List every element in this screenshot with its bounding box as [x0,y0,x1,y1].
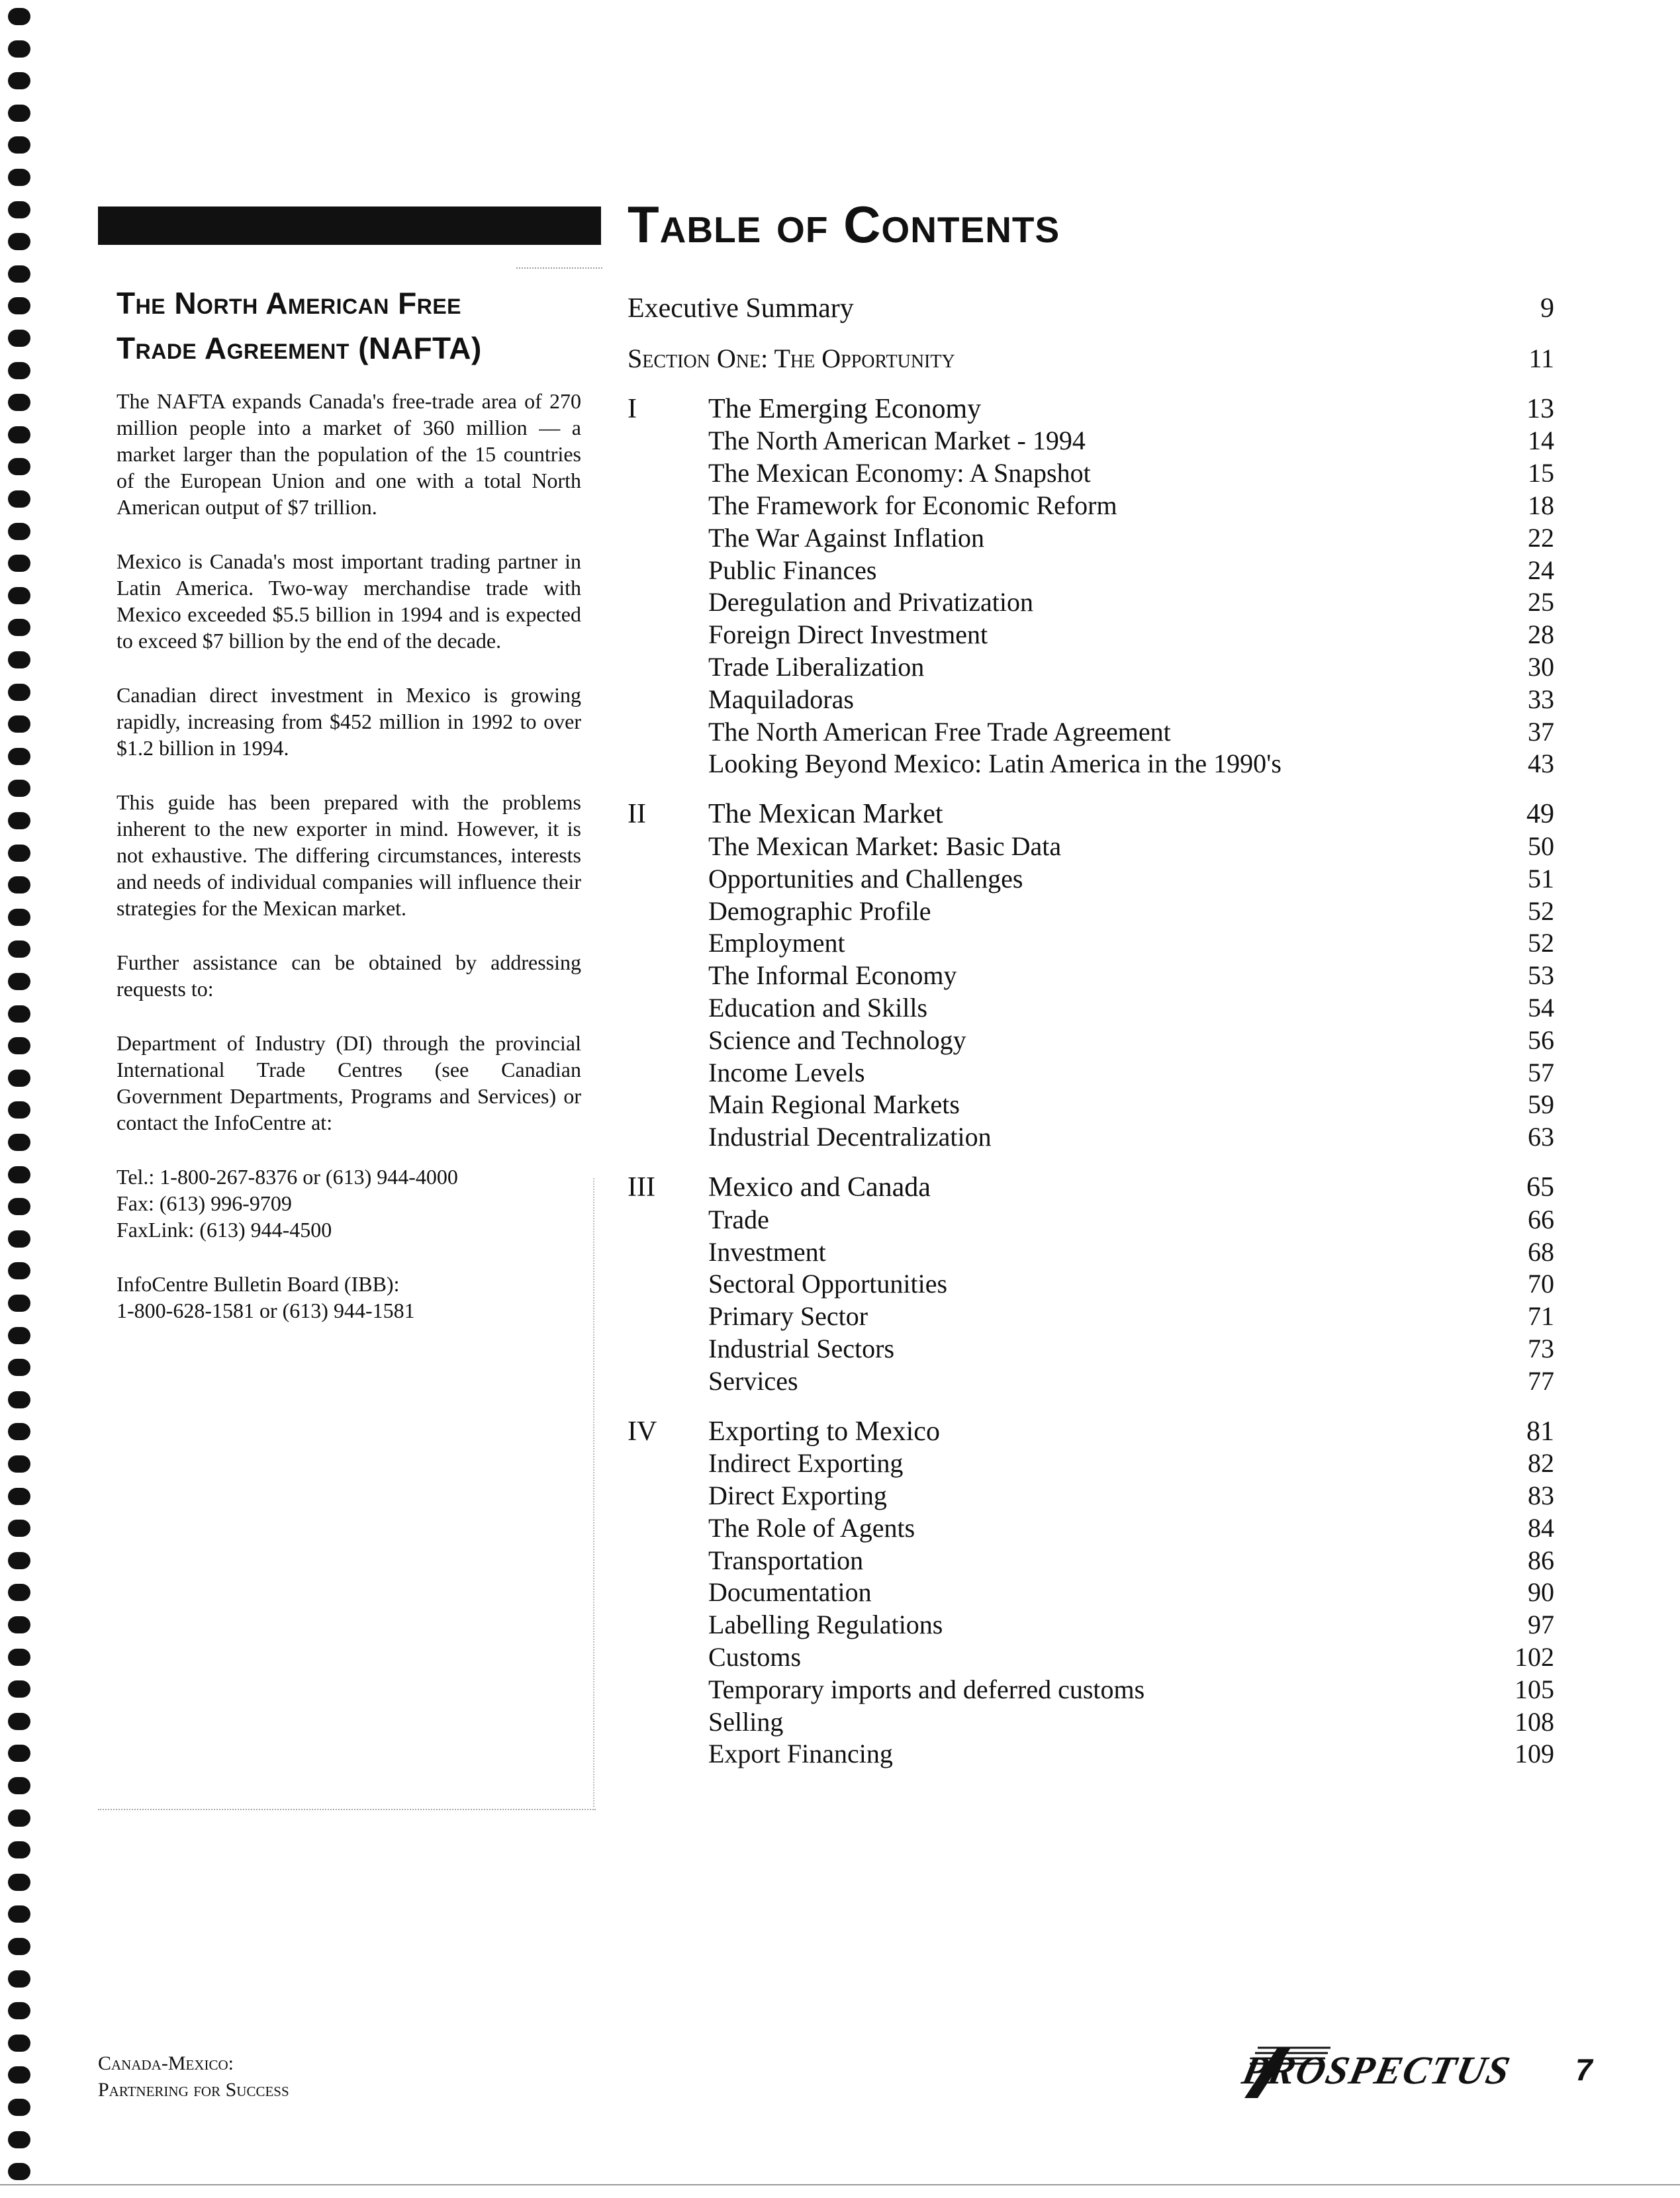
toc-entry-label: Export Financing [708,1739,893,1769]
toc-entry-page: 14 [1528,426,1554,456]
toc-entry-page: 65 [1526,1171,1554,1203]
toc-entry-label: Maquiladoras [708,684,854,714]
binding-hole [8,523,30,540]
toc-entry[interactable] [628,1089,1554,1121]
toc-entry-page: 109 [1515,1739,1554,1769]
toc-entry-label: The North American Market - 1994 [708,426,1086,456]
toc-chapter-numeral: I [628,393,637,424]
binding-hole [8,1970,30,1988]
toc-entry-page: 49 [1526,799,1554,830]
binding-hole [8,1101,30,1119]
binding-hole [8,394,30,411]
toc-entry-page: 71 [1528,1301,1554,1332]
toc-entry-label: Looking Beyond Mexico: Latin America in the 1990's [708,749,1282,779]
binding-hole [8,1809,30,1827]
toc-entry[interactable] [628,1577,1554,1609]
contact-fax: Fax: (613) 996-9709 [117,1191,292,1215]
toc-entry-label: Industrial Sectors [708,1333,895,1363]
binding-hole [8,1134,30,1151]
binding-hole [8,72,30,89]
toc-entry-label: Foreign Direct Investment [708,619,988,650]
binding-hole [8,265,30,283]
binding-hole [8,1262,30,1279]
contact-faxlink: FaxLink: (613) 944-4500 [117,1218,332,1242]
toc-entry[interactable] [628,1447,1554,1480]
toc-entry-label: Customs [708,1642,802,1672]
binding-hole [8,1745,30,1762]
toc-entry[interactable] [628,522,1554,555]
contact-ibb-label: InfoCentre Bulletin Board (IBB): [117,1272,400,1296]
binding-hole [8,8,30,25]
toc-entry-page: 77 [1528,1365,1554,1396]
binding-hole [8,1874,30,1891]
logo-text: PROSPECTUS [1238,2048,1515,2092]
binding-hole [8,1166,30,1183]
toc-entry-page: 66 [1528,1204,1554,1234]
binding-hole [8,1520,30,1537]
toc-entry-page: 82 [1528,1448,1554,1479]
toc-entry[interactable] [628,1365,1554,1398]
binding-hole [8,1905,30,1923]
toc-entry-label: Deregulation and Privatization [708,587,1033,618]
toc-entry-label: Employment [708,928,845,958]
toc-entry-page: 11 [1528,343,1554,373]
sidebar-title-line: Trade Agreement (NAFTA) [117,331,482,365]
binding-hole [8,651,30,668]
toc-entry[interactable] [628,863,1554,895]
binding-hole [8,2131,30,2148]
binding-hole [8,2002,30,2019]
toc-entry[interactable] [628,1738,1554,1770]
toc-entry-page: 54 [1528,992,1554,1023]
toc-entry-label: Trade [708,1204,769,1234]
toc-entry-page: 18 [1528,490,1554,520]
toc-entry-label: Transportation [708,1545,864,1575]
toc-entry-page: 33 [1528,684,1554,714]
sidebar-paragraph: The NAFTA expands Canada's free-trade area of 270 million people into a market of 360 million — a market larger than the population of the 15 countries of the European Union and one with a total North American output of $7 trillion. [117,389,581,519]
divider [516,267,602,269]
toc-entry[interactable] [628,1512,1554,1545]
binding-hole [8,1552,30,1569]
toc-chapter-numeral: IV [628,1416,657,1447]
toc-entry-page: 105 [1515,1674,1554,1704]
binding-hole [8,1230,30,1248]
binding-hole [8,2163,30,2180]
toc-entry-page: 15 [1528,458,1554,488]
toc-entry-page: 102 [1515,1642,1554,1672]
toc-entry-label: Services [708,1365,798,1396]
toc-entry-label: Indirect Exporting [708,1448,904,1479]
binding-hole [8,201,30,218]
toc-entry[interactable] [628,1236,1554,1269]
toc-entry-page: 84 [1528,1512,1554,1543]
binding-hole [8,684,30,701]
toc-entry-page: 59 [1528,1089,1554,1120]
sidebar-paragraph: This guide has been prepared with the problems inherent to the new exporter in mind. However, it is not exhaustive. The differing circumstances, interests and needs of individual companies will influence their strategies for the Mexican market. [117,790,581,920]
toc-entry[interactable] [628,1706,1554,1739]
binding-hole [8,1455,30,1473]
toc-entry-page: 83 [1528,1481,1554,1511]
toc-entry-page: 53 [1528,960,1554,991]
binding-hole [8,458,30,475]
toc-entry[interactable] [628,457,1554,490]
sidebar-paragraph: Canadian direct investment in Mexico is growing rapidly, increasing from $452 million in 1992 to over $1.2 billion in 1994. [117,683,581,760]
binding-hole [8,490,30,508]
binding-hole [8,105,30,122]
toc-chapter-title: The Mexican Market [708,799,943,830]
toc-entry-label: The Informal Economy [708,960,957,991]
toc-entry-page: 86 [1528,1545,1554,1575]
toc-entry[interactable] [628,960,1554,992]
toc-entry[interactable] [628,748,1554,780]
toc-entry-page: 73 [1528,1333,1554,1363]
toc-entry-label: Selling [708,1706,784,1737]
toc-entry-page: 90 [1528,1577,1554,1608]
binding-hole [8,1423,30,1440]
binding-hole [8,619,30,636]
toc-entry[interactable] [628,425,1554,457]
toc-entry-label: Direct Exporting [708,1481,887,1511]
toc-entry-label: Sectoral Opportunities [708,1269,948,1299]
binding-hole [8,1005,30,1023]
binding-hole [8,297,30,314]
page-edge-line [0,2184,1680,2185]
toc-entry-label: Trade Liberalization [708,651,925,682]
binding-hole [8,1841,30,1858]
binding-hole [8,973,30,990]
toc-entry-label: Demographic Profile [708,895,931,926]
binding-hole [8,587,30,604]
toc-entry-label: The Mexican Market: Basic Data [708,831,1062,861]
toc-entry-label: Labelling Regulations [708,1610,943,1640]
binding-hole [8,1713,30,1730]
table-of-contents [628,293,1554,1770]
binding-hole [8,2099,30,2116]
binding-hole [8,1327,30,1344]
toc-entry-page: 51 [1528,863,1554,893]
toc-chapter-title: Mexico and Canada [708,1171,931,1203]
toc-entry-page: 68 [1528,1236,1554,1267]
page-number: 7 [1575,2052,1593,2087]
toc-chapter-heading[interactable] [628,1171,1554,1204]
toc-entry[interactable] [628,716,1554,749]
toc-entry[interactable] [628,1025,1554,1057]
binding-hole [8,136,30,154]
footer-line: Partnering for Success [98,2079,289,2101]
binding-hole [8,1777,30,1794]
toc-chapter-title: The Emerging Economy [708,393,982,424]
toc-entry-page: 22 [1528,522,1554,553]
toc-entry[interactable] [628,895,1554,928]
toc-entry-page: 37 [1528,716,1554,747]
toc-entry[interactable] [628,1301,1554,1333]
binding-hole [8,233,30,250]
toc-entry-label: Main Regional Markets [708,1089,960,1120]
toc-chapter-numeral: II [628,799,646,830]
binding-hole [8,1391,30,1408]
toc-entry[interactable] [628,992,1554,1025]
toc-entry-page: 9 [1540,293,1554,324]
toc-entry-label: Public Finances [708,555,877,585]
spiral-binding [8,0,30,2198]
toc-entry-page: 43 [1528,749,1554,779]
toc-entry[interactable] [628,1121,1554,1154]
toc-entry-label: The Role of Agents [708,1512,915,1543]
binding-hole [8,555,30,572]
contact-ibb-numbers: 1-800-628-1581 or (613) 944-1581 [117,1299,415,1322]
toc-entry-page: 57 [1528,1057,1554,1087]
toc-chapters [628,393,1554,1771]
toc-entry[interactable] [628,1204,1554,1236]
binding-hole [8,40,30,58]
binding-hole [8,1938,30,1955]
binding-hole [8,1070,30,1087]
binding-hole [8,715,30,733]
toc-entry[interactable] [628,586,1554,619]
toc-entry[interactable] [628,1268,1554,1301]
sidebar-paragraph: Department of Industry (DI) through the provincial International Trade Centres (see Canadian Government Departments, Programs and Services) or contact the InfoCentre at: [117,1031,581,1134]
toc-entry[interactable] [628,1609,1554,1641]
toc-entry[interactable] [628,619,1554,651]
toc-entry-page: 52 [1528,895,1554,926]
toc-entry-page: 108 [1515,1706,1554,1737]
toc-entry-label: Opportunities and Challenges [708,863,1023,893]
toc-entry-label: The Framework for Economic Reform [708,490,1117,520]
toc-entry-page: 81 [1526,1416,1554,1447]
binding-hole [8,1295,30,1312]
binding-hole [8,330,30,347]
toc-entry-page: 63 [1528,1122,1554,1152]
toc-entry[interactable] [628,490,1554,522]
toc-entry-page: 70 [1528,1269,1554,1299]
toc-chapter-title: Exporting to Mexico [708,1416,940,1447]
footer-publication-title [98,2050,289,2103]
toc-entry-label: Education and Skills [708,992,928,1023]
binding-hole [8,1680,30,1698]
toc-entry-label: The North American Free Trade Agreement [708,716,1171,747]
toc-entry-label: Industrial Decentralization [708,1122,992,1152]
binding-hole [8,876,30,893]
sidebar-header-bar [98,206,601,245]
toc-entry-page: 28 [1528,619,1554,650]
toc-entry-page: 52 [1528,928,1554,958]
toc-entry[interactable] [628,651,1554,684]
toc-entry[interactable] [628,1333,1554,1365]
sidebar-paragraph: Mexico is Canada's most important trading partner in Latin America. Two-way merchandise trade with Mexico exceeded $5.5 billion in 1994 and is expected to exceed $7 billion by the end of the decade. [117,549,581,653]
toc-entry-executive-summary[interactable] [628,293,1554,325]
page-title: Table of Contents [628,195,1060,253]
sidebar-title-line: The North American Free [117,286,462,320]
binding-hole [8,1198,30,1215]
binding-hole [8,2066,30,2084]
binding-hole [8,169,30,186]
toc-entry[interactable] [628,555,1554,587]
sidebar-paragraph: Further assistance can be obtained by addressing requests to: [117,950,581,1001]
toc-chapter-numeral: III [628,1171,655,1203]
toc-entry-label: The War Against Inflation [708,522,985,553]
footer-line: Canada-Mexico: [98,2052,234,2074]
toc-entry[interactable] [628,1674,1554,1706]
toc-entry-page: 56 [1528,1025,1554,1055]
toc-entry[interactable] [628,1641,1554,1674]
binding-hole [8,1359,30,1376]
toc-entry[interactable] [628,831,1554,863]
toc-entry-label: The Mexican Economy: A Snapshot [708,458,1091,488]
sidebar-border-bottom [98,1809,596,1810]
sidebar-border-right [593,1178,594,1807]
toc-entry-page: 97 [1528,1610,1554,1640]
toc-entry-label: Documentation [708,1577,872,1608]
toc-entry-page: 13 [1526,393,1554,424]
contact-tel: Tel.: 1-800-267-8376 or (613) 944-4000 [117,1165,458,1189]
toc-entry-label: Executive Summary [628,293,854,324]
binding-hole [8,426,30,443]
toc-chapter-heading[interactable] [628,798,1554,831]
binding-hole [8,1037,30,1054]
sidebar-body [117,388,581,1324]
toc-entry-label: Section One: The Opportunity [628,343,955,373]
binding-hole [8,812,30,829]
toc-entry[interactable] [628,1480,1554,1512]
binding-hole [8,909,30,926]
toc-entry[interactable] [628,684,1554,716]
sidebar-title [117,281,593,371]
binding-hole [8,748,30,765]
binding-hole [8,1584,30,1601]
toc-entry-page: 24 [1528,555,1554,585]
toc-entry[interactable] [628,927,1554,960]
toc-entry-page: 30 [1528,651,1554,682]
toc-chapter-heading[interactable] [628,1416,1554,1448]
binding-hole [8,362,30,379]
binding-hole [8,2035,30,2052]
binding-hole [8,1649,30,1666]
toc-entry[interactable] [628,1057,1554,1089]
toc-entry-page: 25 [1528,587,1554,618]
binding-hole [8,780,30,797]
toc-chapter-heading[interactable] [628,393,1554,426]
toc-entry-section-one[interactable] [628,343,1554,375]
toc-entry-label: Investment [708,1236,826,1267]
toc-entry-label: Primary Sector [708,1301,868,1332]
binding-hole [8,1616,30,1633]
binding-hole [8,1488,30,1505]
binding-hole [8,940,30,958]
toc-entry-label: Income Levels [708,1057,865,1087]
toc-entry-page: 50 [1528,831,1554,861]
toc-entry[interactable] [628,1545,1554,1577]
binding-hole [8,845,30,862]
toc-entry-label: Temporary imports and deferred customs [708,1674,1145,1704]
toc-entry-label: Science and Technology [708,1025,966,1055]
